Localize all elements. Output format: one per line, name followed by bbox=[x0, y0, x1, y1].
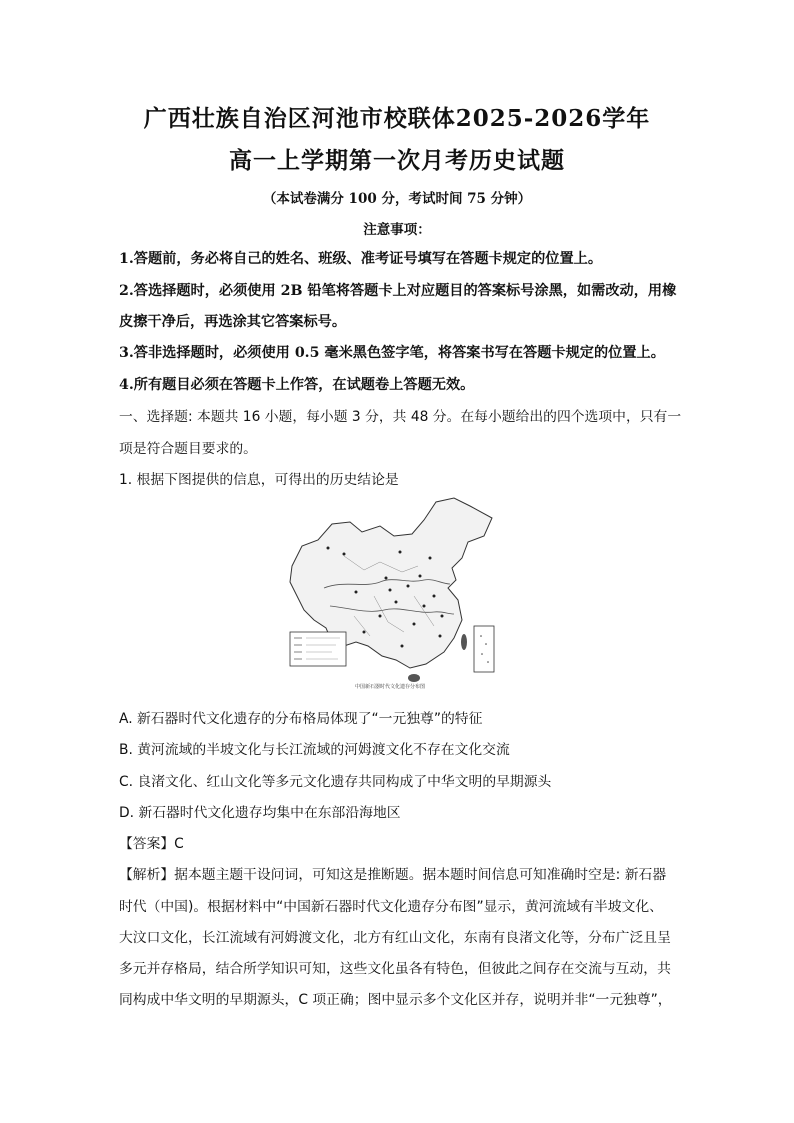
exam-title-line2: 高一上学期第一次月考历史试题 bbox=[229, 147, 565, 174]
notice-item-2-cont: 皮擦干净后，再选涂其它答案标号。 bbox=[119, 314, 347, 330]
exam-subtitle: （本试卷满分 100 分，考试时间 75 分钟） bbox=[262, 191, 532, 207]
option-b: B. 黄河流域的半坡文化与长江流域的河姆渡文化不存在文化交流 bbox=[119, 742, 510, 758]
neolithic-map-figure bbox=[284, 496, 496, 696]
map-caption: 中国新石器时代文化遗存分布图 bbox=[354, 684, 425, 690]
analysis-line-3: 大汶口文化，长江流域有河姆渡文化，北方有红山文化，东南有良渚文化等，分布广泛且呈 bbox=[119, 930, 671, 946]
notice-heading: 注意事项： bbox=[363, 222, 431, 238]
answer-line: 【答案】C bbox=[119, 836, 184, 852]
analysis-line-2: 时代（中国)。根据材料中“中国新石器时代文化遗存分布图”显示，黄河流域有半坡文化、 bbox=[119, 899, 663, 915]
notice-item-3: 3.答非选择题时，必须使用 0.5 毫米黑色签字笔，将答案书写在答题卡规定的位置上。 bbox=[119, 345, 665, 361]
option-a: A. 新石器时代文化遗存的分布格局体现了“一元独尊”的特征 bbox=[119, 711, 483, 727]
option-d: D. 新石器时代文化遗存均集中在东部沿海地区 bbox=[119, 805, 401, 821]
analysis-line-5: 同构成中华文明的早期源头，C 项正确；图中显示多个文化区并存，说明并非“一元独尊”， bbox=[119, 992, 672, 1008]
notice-item-2: 2.答选择题时，必须使用 2B 铅笔将答题卡上对应题目的答案标号涂黑，如需改动，用橡 bbox=[119, 283, 677, 299]
analysis-line-4: 多元并存格局，结合所学知识可知，这些文化虽各有特色，但彼此之间存在交流与互动，共 bbox=[119, 961, 671, 977]
section-heading-line2: 项是符合题目要求的。 bbox=[119, 441, 257, 457]
notice-item-1: 1.答题前，务必将自己的姓名、班级、准考证号填写在答题卡规定的位置上。 bbox=[119, 251, 603, 267]
section-heading-line1: 一、选择题: 本题共 16 小题，每小题 3 分，共 48 分。在每小题给出的四个选项中，只有一 bbox=[119, 409, 682, 425]
option-c: C. 良渚文化、红山文化等多元文化遗存共同构成了中华文明的早期源头 bbox=[119, 774, 552, 790]
notice-item-4: 4.所有题目必须在答题卡上作答，在试题卷上答题无效。 bbox=[119, 377, 475, 393]
question-stem: 1. 根据下图提供的信息，可得出的历史结论是 bbox=[119, 472, 399, 488]
china-map-image bbox=[284, 496, 496, 686]
analysis-line-1: 【解析】据本题主题干设问词，可知这是推断题。据本题时间信息可知准确时空是: 新石器 bbox=[119, 867, 667, 883]
exam-title-line1: 广西壮族自治区河池市校联体2025-2026学年 bbox=[143, 105, 651, 132]
